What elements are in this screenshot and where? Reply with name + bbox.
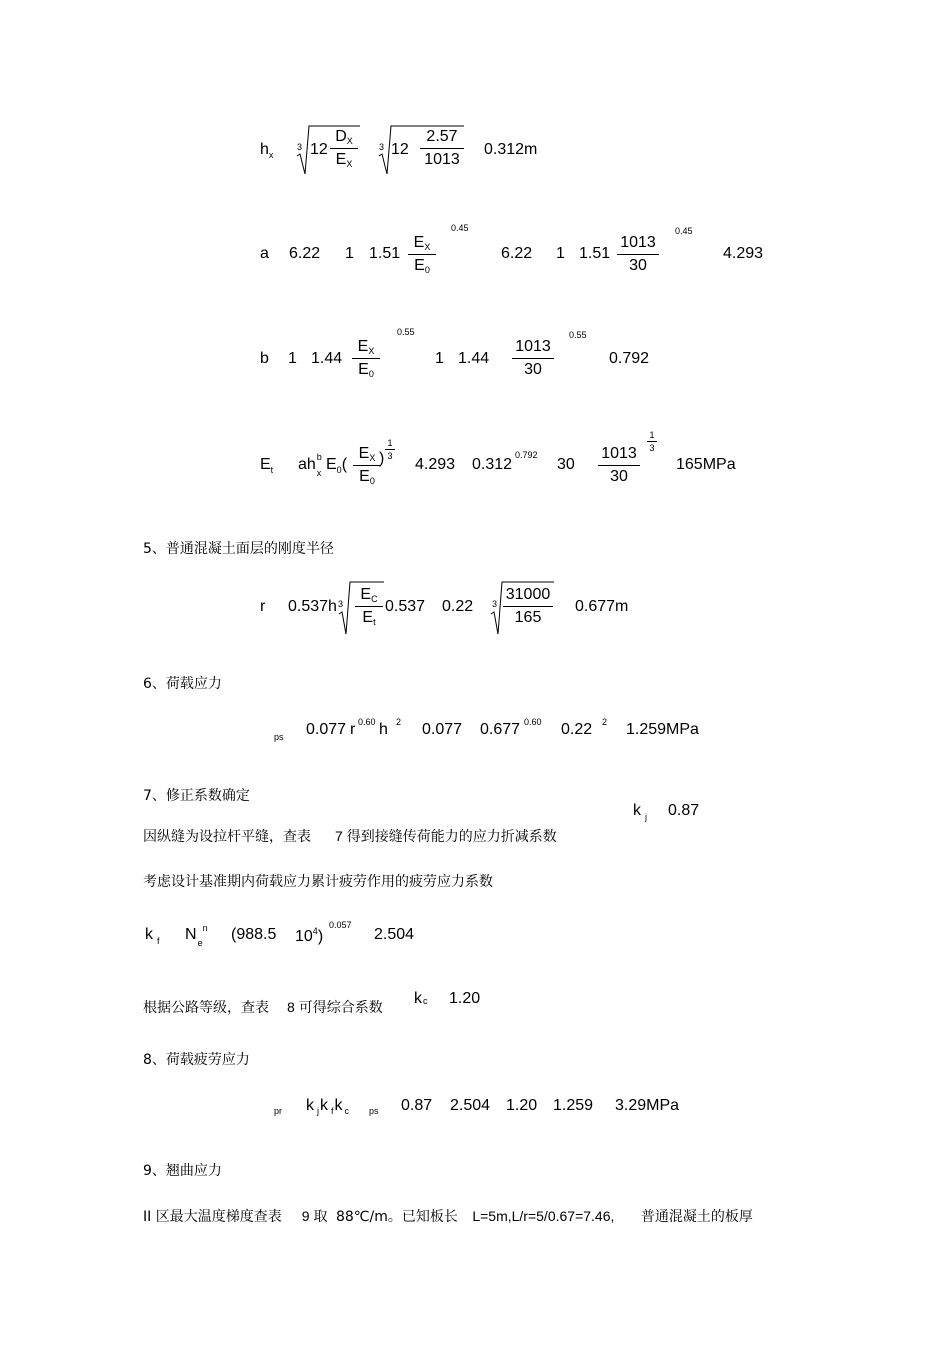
para-9: II 区最大温度梯度查表 9 取 88℃/m。已知板长 L=5m,L/r=5/0.67=7.46, 普通混凝土的板厚 bbox=[143, 1208, 753, 1225]
exp-one-third: 1 3 bbox=[385, 438, 395, 461]
et-result: 165MPa bbox=[676, 456, 736, 473]
b-symbol: b bbox=[260, 350, 269, 367]
pr-k-terms: k $_j$k $_f$k $_c$ bbox=[306, 1097, 350, 1116]
et-right-paren: ) bbox=[379, 450, 385, 467]
ps-r-exp: 0.60 bbox=[358, 717, 376, 727]
fraction-1013-30-b: 1013 30 bbox=[512, 338, 554, 379]
a-coef-2: 1.51 bbox=[369, 245, 401, 262]
fraction-ex-e0: EX E0 bbox=[408, 234, 436, 275]
pr-coef-2: 2.504 bbox=[450, 1097, 491, 1114]
fraction-ec-et: EC Et bbox=[355, 586, 383, 627]
a-symbol: a bbox=[260, 245, 269, 262]
heading-8: 8、荷载疲劳应力 bbox=[143, 1052, 250, 1068]
r-coef-1: 0.537h bbox=[288, 598, 337, 615]
ps-coef-2: 0.077 bbox=[422, 721, 463, 738]
ps-coef-4: 0.22 bbox=[561, 721, 593, 738]
pr-coef-1: 0.87 bbox=[401, 1097, 433, 1114]
fraction-ex-e0-et: EX E0 bbox=[353, 445, 381, 486]
r-symbol: r bbox=[260, 598, 266, 615]
kf-base: (988.5 bbox=[231, 926, 277, 943]
pr-ps-sub: ps bbox=[369, 1106, 379, 1116]
a-coef-3: 6.22 bbox=[501, 245, 533, 262]
heading-6: 6、荷载应力 bbox=[143, 676, 222, 692]
a-coef-1: 6.22 bbox=[289, 245, 321, 262]
fraction-1013-30: 1013 30 bbox=[617, 234, 659, 275]
a-exp-1: 0.45 bbox=[451, 223, 469, 233]
fraction-dx-ex: DX EX bbox=[330, 128, 358, 169]
a-coef-4: 1.51 bbox=[579, 245, 611, 262]
cube-root-index: 3 bbox=[297, 142, 303, 152]
sigma-pr-sub: pr bbox=[274, 1106, 283, 1116]
fraction-257-1013: 2.57 1013 bbox=[420, 128, 464, 169]
ah-term: ah x b bbox=[298, 452, 322, 478]
r-coef-2: 0.537 bbox=[385, 598, 426, 615]
ps-coef-3: 0.677 bbox=[480, 721, 521, 738]
et-coef-1: 4.293 bbox=[415, 456, 456, 473]
exp2-one-third: 1 3 bbox=[647, 430, 657, 453]
b-one-2: 1 bbox=[435, 350, 444, 367]
a-one-2: 1 bbox=[556, 245, 565, 262]
et-coef-2-exp: 0.792 bbox=[515, 450, 538, 460]
ps-result: 1.259MPa bbox=[626, 721, 699, 738]
heading-7: 7、修正系数确定 bbox=[143, 788, 250, 804]
pr-coef-3: 1.20 bbox=[506, 1097, 538, 1114]
kf-exp: 0.057 bbox=[329, 920, 352, 930]
ps-r: r bbox=[350, 721, 356, 738]
para-7c: 根据公路等级，查表 8 可得综合系数 bbox=[143, 999, 383, 1016]
pr-coef-4: 1.259 bbox=[553, 1097, 594, 1114]
r-root-index-2: 3 bbox=[492, 599, 498, 609]
b-exp-1: 0.55 bbox=[397, 327, 415, 337]
fraction-ex-e0-b: EX E0 bbox=[352, 338, 380, 379]
kc-symbol: kc bbox=[414, 990, 428, 1007]
para-7a: 因纵缝为设拉杆平缝，查表 7 得到接缝传荷能力的应力折减系数 bbox=[143, 828, 557, 845]
hx-symbol: $h_x$ bbox=[260, 141, 274, 160]
kc-val: 1.20 bbox=[449, 990, 481, 1007]
coefficient-12b: 12 bbox=[391, 141, 409, 158]
para-7b: 考虑设计基准期内荷载应力累计疲劳作用的疲劳应力系数 bbox=[143, 874, 493, 890]
a-exp-2: 0.45 bbox=[675, 226, 693, 236]
ne-term: N e n bbox=[185, 923, 208, 948]
et-symbol: $E_t$ bbox=[260, 456, 274, 475]
ps-coef-3-exp: 0.60 bbox=[524, 717, 542, 727]
kf-result: 2.504 bbox=[374, 926, 415, 943]
coefficient-12: 12 bbox=[310, 141, 328, 158]
fraction-1013-30-et: 1013 30 bbox=[598, 445, 640, 486]
kf-ten: $10^4$) bbox=[295, 926, 324, 945]
ps-coef-1: 0.077 bbox=[306, 721, 347, 738]
hx-result: 0.312m bbox=[484, 141, 538, 158]
r-coef-3: 0.22 bbox=[442, 598, 474, 615]
kf-symbol: k $_f$ bbox=[145, 926, 160, 946]
heading-9: 9、翘曲应力 bbox=[143, 1163, 222, 1179]
r-result: 0.677m bbox=[575, 598, 629, 615]
ps-h: h bbox=[379, 721, 388, 738]
fraction-31000-165: 31000 165 bbox=[503, 586, 553, 627]
b-exp-2: 0.55 bbox=[569, 330, 587, 340]
b-coef-2: 1.44 bbox=[458, 350, 490, 367]
et-coef-2: 0.312 bbox=[472, 456, 513, 473]
b-one-1: 1 bbox=[288, 350, 297, 367]
b-result: 0.792 bbox=[609, 350, 650, 367]
r-root-index: 3 bbox=[338, 599, 344, 609]
heading-5: 5、普通混凝土面层的刚度半径 bbox=[143, 541, 334, 557]
sigma-ps-sub: ps bbox=[274, 732, 284, 742]
e0-term: $E_0$( bbox=[326, 456, 348, 475]
kj-val: 0.87 bbox=[668, 802, 700, 819]
pr-result: 3.29MPa bbox=[615, 1097, 680, 1114]
a-one-1: 1 bbox=[345, 245, 354, 262]
b-coef-1: 1.44 bbox=[311, 350, 343, 367]
ps-h-exp: 2 bbox=[396, 717, 402, 727]
cube-root-index-2: 3 bbox=[379, 142, 385, 152]
kj-symbol: k $_j$ bbox=[633, 802, 647, 822]
ps-coef-4-exp: 2 bbox=[602, 717, 608, 727]
a-result: 4.293 bbox=[723, 245, 764, 262]
et-coef-3: 30 bbox=[557, 456, 575, 473]
